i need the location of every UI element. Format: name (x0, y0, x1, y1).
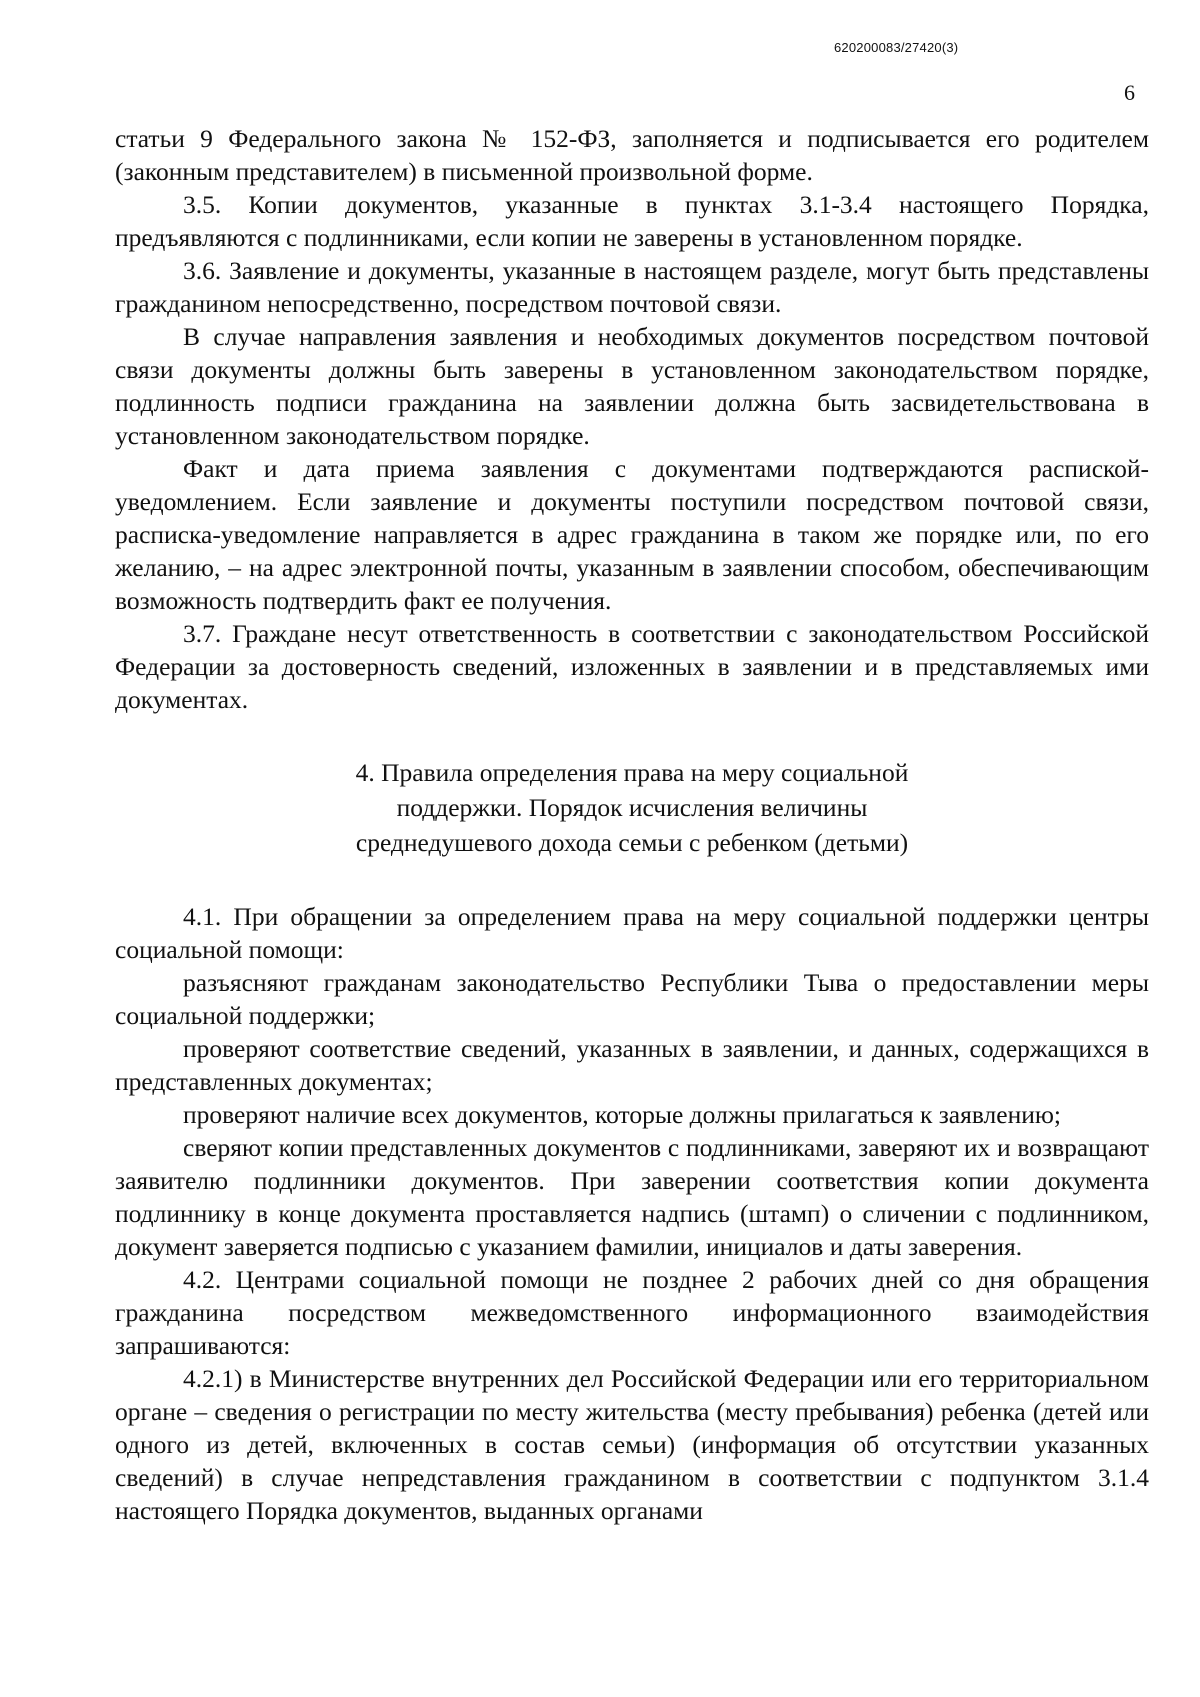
document-body (115, 122, 1149, 1527)
paragraph-4-2: 4.2. Центрами социальной помощи не позднее 2 рабочих дней со дня обращения гражданина посредством межведомственного информационного взаимодействия запрашиваются: (115, 1265, 1149, 1360)
list-item-explain-legislation: разъясняют гражданам законодательство Республики Тыва о предоставлении меры социальной поддержки; (115, 968, 1149, 1030)
page-number: 6 (1124, 80, 1135, 105)
document-id: 620200083/27420(3) (834, 40, 959, 55)
paragraph-receipt-notice: Факт и дата приема заявления с документами подтверждаются распиской-уведомлением. Если заявление и документы поступили посредством почтовой связи, расписка-уведомление направляется в адрес гражданина в таком же порядке или, по его желанию, – на адрес электронной почты, указанным в заявлении способом, обеспечивающим возможность подтвердить факт ее получения. (115, 454, 1149, 615)
paragraph-4-1: 4.1. При обращении за определением права на меру социальной поддержки центры социальной помощи: (115, 902, 1149, 964)
paragraph-postal-submission: В случае направления заявления и необходимых документов посредством почтовой связи документы должны быть заверены в установленном законодательством порядке, подлинность подписи гражданина на заявлении должна быть засвидетельствована в установленном законодательством порядке. (115, 322, 1149, 450)
section-heading (115, 755, 1149, 860)
paragraph-4-2-1: 4.2.1) в Министерстве внутренних дел Российской Федерации или его территориальном органе – сведения о регистрации по месту жительства (месту пребывания) ребенка (детей или одного из детей, включенных в состав семьи) (информация об отсутствии указанных сведений) в случае непредставления гражданином в соответствии с подпунктом 3.1.4 настоящего Порядка документов, выданных органами (115, 1364, 1149, 1525)
paragraph-3-6: 3.6. Заявление и документы, указанные в настоящем разделе, могут быть представлены гражданином непосредственно, посредством почтовой связи. (115, 256, 1149, 318)
paragraph-3-5: 3.5. Копии документов, указанные в пунктах 3.1-3.4 настоящего Порядка, предъявляются с подлинниками, если копии не заверены в установленном порядке. (115, 190, 1149, 252)
list-item-check-documents: проверяют наличие всех документов, которые должны прилагаться к заявлению; (183, 1100, 1062, 1129)
section-heading-line-3: среднедушевого дохода семьи с ребенком (детьми) (355, 828, 909, 857)
paragraph-3-7: 3.7. Граждане несут ответственность в соответствии с законодательством Российской Федерации за достоверность сведений, изложенных в заявлении и в представляемых ими документах. (115, 619, 1149, 714)
list-item-verify-copies: сверяют копии представленных документов с подлинниками, заверяют их и возвращают заявителю подлинники документов. При заверении соответствия копии документа подлиннику в конце документа проставляется надпись (штамп) о сличении с подлинником, документ заверяется подписью с указанием фамилии, инициалов и даты заверения. (115, 1133, 1149, 1261)
section-heading-line-2: поддержки. Порядок исчисления величины (396, 793, 868, 822)
section-heading-line-1: 4. Правила определения права на меру социальной (355, 758, 909, 787)
paragraph-continuation: статьи 9 Федерального закона № 152-ФЗ, заполняется и подписывается его родителем (законным представителем) в письменной произвольной форме. (115, 124, 1149, 186)
list-item-check-conformity: проверяют соответствие сведений, указанных в заявлении, и данных, содержащихся в представленных документах; (115, 1034, 1149, 1096)
